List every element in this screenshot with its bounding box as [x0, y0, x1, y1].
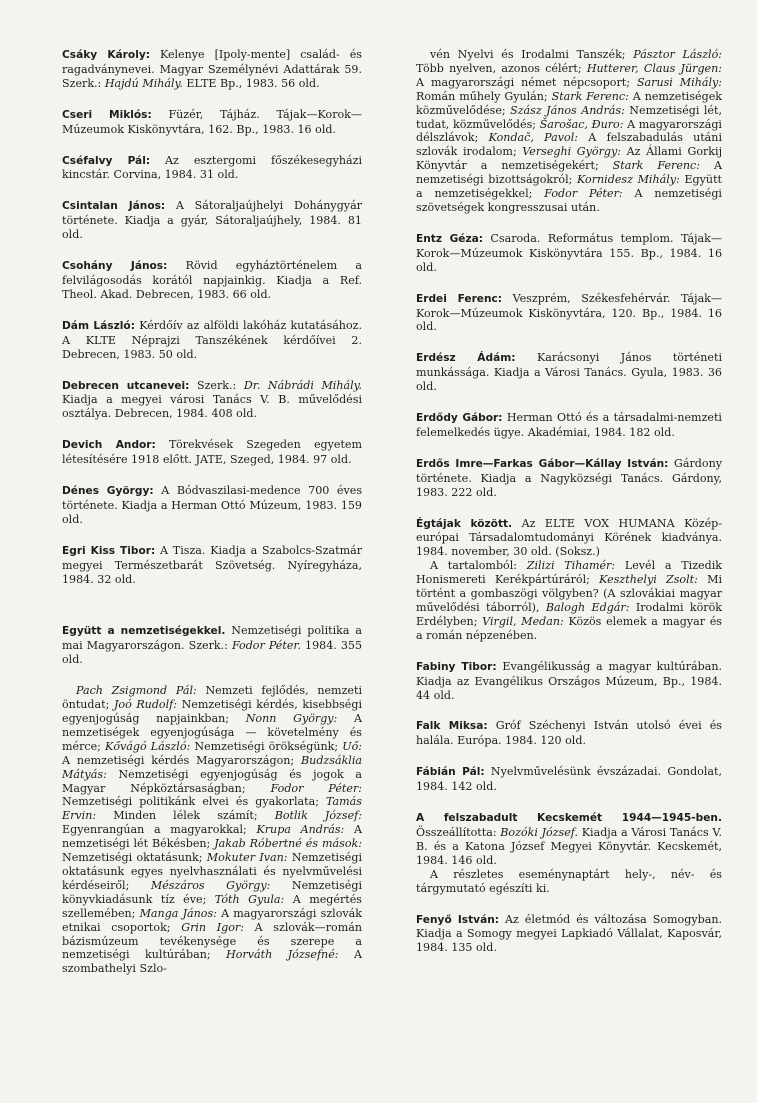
bibliography-entry [62, 544, 362, 587]
contribution-title: Nemzetiségi örökségünk; [190, 739, 343, 753]
contribution-title: A részletes eseménynaptárt hely-, név- és tárgymutató egészíti ki. [416, 867, 722, 895]
bibliography-entry [416, 913, 722, 956]
entry-contents [416, 48, 722, 215]
entry-author: Dám László: [62, 319, 135, 332]
entry-text: Karácsonyi János történeti munkássága. Kiadja a Városi Tanács. Gyula, 1983. 36 old. [416, 351, 722, 394]
entry-author: Debrecen utcanevei: [62, 379, 190, 392]
entry-author: Erdei Ferenc: [416, 292, 503, 305]
bibliography-entry [62, 624, 362, 667]
contribution-title: A nemzetiségek egyenjogúsága — követelmény és mérce; [62, 712, 362, 753]
contributor-name: Botlik József: [274, 809, 362, 823]
contribution-title: Nemzeti fejlődés, nemzeti öntudat; [62, 684, 362, 712]
contributor-name: Pach Zsigmond Pál: [76, 684, 197, 698]
contributor-name: Stark Ferenc: [612, 159, 700, 173]
contributor-name: Kornidesz Mihály: [577, 173, 680, 187]
entry-author: Fabiny Tibor: [416, 660, 497, 673]
contribution-title: Az Állami Gorkij Könyvtár a nemzetiségekért; [416, 145, 723, 173]
contributor-name: Krupa András: [256, 823, 345, 837]
bibliography-entry [62, 154, 362, 183]
contributor-name: Fodor Péter: [270, 781, 363, 795]
entry-author: Cseri Miklós: [62, 108, 152, 121]
entry-main [62, 108, 362, 137]
bibliography-entry [62, 259, 362, 302]
contributor-name: Tóth Gyula: [214, 892, 285, 906]
bibliography-entry [62, 484, 362, 527]
entry-text: Törekvések Szegeden egyetem létesítésére 1918 előtt. JATE, Szeged, 1984. 97 old. [62, 438, 362, 467]
contributor-name: Šarošac, Đuro: [539, 117, 624, 131]
entry-main [416, 811, 722, 868]
entry-author: Fábián Pál: [416, 766, 485, 779]
contributor-name: Sarusi Mihály: [636, 75, 723, 89]
contribution-title: A magyarországi német népcsoport; [416, 75, 637, 89]
entry-main [62, 544, 362, 587]
contribution-title: A szlovák—román bázismúzeum tevékenysége és szerepe a nemzetiségi kultúrában; [62, 920, 362, 962]
contributor-name: Szász János András: [510, 103, 625, 117]
contribution-title: A tartalomból: [430, 559, 527, 573]
entry-text: Nemzetiségi politika a mai Magyarországon. Szerk.: [62, 624, 363, 653]
entry-author: Csáky Károly: [62, 49, 150, 61]
entry-text: ELTE Bp., 1983. 56 old. [182, 76, 320, 90]
entry-author: Devich Andor: [62, 439, 156, 452]
entry-main [416, 765, 722, 794]
entry-author: Dénes György: [62, 485, 154, 498]
entry-main [416, 517, 722, 560]
entry-main [62, 319, 362, 362]
contribution-title: Mi történt a gombaszögi völgyben? (A szlovákiai magyar művelődési táborról), [416, 573, 722, 614]
entry-author: Csintalan János: [62, 200, 166, 213]
contributor-name: Balogh Edgár: [545, 601, 630, 614]
entry-text: Az életmód és változása Somogyban. Kiadja a Somogy megyei Lapkiadó Vállalat, Kaposvár, 1984. 135 old. [416, 912, 722, 955]
bibliography-entry [416, 48, 722, 215]
entry-editor: Bozóki József. [500, 825, 579, 839]
contribution-title: A felszabadulás utáni szlovák irodalom; [416, 131, 722, 159]
contributor-name: Joó Rudolf: [113, 698, 177, 712]
contribution-title: A nemzetiségi lét Békésben; [62, 823, 362, 851]
entry-author: Fenyő István: [416, 913, 499, 926]
contributor-name: Horváth Józsefné: [226, 948, 339, 962]
contributor-name: Budzsáklia Mátyás: [62, 753, 362, 781]
bibliography-entry [62, 438, 362, 467]
contribution-title: Nemzetiségi egyenjogúság és jogok a Magyar Népköztársaságban; [62, 767, 362, 795]
bibliography-entry [416, 457, 722, 500]
entry-contents [416, 559, 722, 642]
contribution-title: A nemzetiségi kérdés Magyarországon; [62, 753, 302, 767]
contribution-title: A nemzetiségi szövetségek kongresszusai után. [416, 187, 722, 214]
contribution-title: Nemzetiségi politikánk elvei és gyakorlata; [62, 795, 327, 809]
entry-author: Együtt a nemzetiségekkel. [62, 625, 226, 638]
entry-main [416, 411, 722, 440]
bibliography-entry [62, 108, 362, 137]
contribution-title: A nemzetiségi bizottságokról; [416, 159, 722, 187]
contributor-name: Hutterer, Claus Jürgen: [586, 61, 722, 75]
entry-contents [416, 868, 722, 896]
entry-author: Cséfalvy Pál: [62, 154, 151, 167]
entry-text: Herman Ottó és a társadalmi-nemzeti felemelkedés ügye. Akadémiai, 1984. 182 old. [416, 411, 722, 439]
contribution-title: A szombathelyi Szlo- [62, 948, 363, 976]
entry-main [62, 48, 362, 91]
contributor-name: Pásztor László: [633, 48, 723, 61]
entry-text: Csaroda. Református templom. Tájak—Korok—Múzeumok Kiskönyvtára 155. Bp., 1984. 16 old. [416, 231, 722, 274]
contributor-name: Kondač, Pavol: [488, 131, 578, 145]
bibliography-entry [416, 411, 722, 440]
contributor-name: Stark Ferenc: [551, 89, 629, 103]
bibliography-entry [416, 517, 722, 643]
entry-main [416, 913, 722, 956]
entry-author: Egri Kiss Tibor: [62, 544, 156, 557]
entry-text: A Sátoraljaújhelyi Dohánygyár története. Kiadja a gyár, Sátoraljaújhely, 1984. 81 old. [62, 199, 362, 242]
entry-main [416, 292, 722, 335]
entry-author: Erdész Ádám: [416, 352, 516, 365]
contributor-name: Nonn György: [245, 712, 338, 725]
contribution-title: Nemzetiségi oktatásunk; [62, 851, 207, 865]
entry-text: Szerk.: [189, 378, 244, 392]
contribution-title: Nemzetiségi könyvkiadásunk tíz éve; [62, 878, 362, 906]
entry-text: Kelenye [Ipoly-mente] család- és ragadványnevei. Magyar Személynévi Adattárak 59. Szerk.: [62, 48, 362, 90]
contribution-title: Levél a Tizedik Honismereti Kerékpártúráról; [416, 559, 722, 587]
entry-text: Nyelvművelésünk évszázadai. Gondolat, 1984. 142 old. [416, 765, 722, 794]
entry-main [62, 199, 362, 242]
contribution-title: Nemzetiségi kérdés, kisebbségi egyenjogúság napjainkban; [62, 698, 362, 725]
entry-text: Az esztergomi főszékesegyházi kincstár. Corvina, 1984. 31 old. [62, 153, 362, 182]
contribution-title: vén Nyelvi és Irodalmi Tanszék; [430, 48, 634, 61]
entry-main [62, 624, 362, 667]
entry-author: A felszabadult Kecskemét 1944—1945-ben. [416, 812, 722, 825]
entry-main [62, 484, 362, 527]
contributor-name: Tamás Ervin: [62, 795, 362, 823]
entry-text: Gróf Széchenyi István utolsó évei és halála. Európa. 1984. 120 old. [416, 719, 722, 748]
entry-author: Csohány János: [62, 260, 168, 273]
entry-text: A Bódvaszilasi-medence 700 éves története. Kiadja a Herman Ottó Múzeum, 1983. 159 old. [62, 484, 363, 526]
entry-text: Füzér, Tájház. Tájak—Korok—Múzeumok Kiskönyvtára, 162. Bp., 1983. 16 old. [62, 107, 362, 136]
contribution-title: Minden lélek számít; [96, 809, 275, 823]
entry-text: 1984. 355 old. [62, 639, 363, 667]
contribution-title: Nemzetiségi lét, tudat, közművelődés; [416, 103, 722, 131]
entry-main [416, 660, 722, 703]
contribution-title: Egyenrangúan a magyarokkal; [62, 823, 257, 837]
contributor-name: Mokuter Ivan: [206, 851, 288, 865]
entry-main [416, 719, 722, 748]
contributor-name: Keszthelyi Zsolt: [599, 573, 698, 587]
entry-text: Evangélikusság a magyar kultúrában. Kiadja az Evangélikus Országos Múzeum, Bp., 1984. 44 old. [416, 659, 722, 702]
contributor-name: Fodor Péter: [544, 187, 623, 201]
left-column [62, 48, 362, 993]
contribution-title: Több nyelven, azonos célért; [416, 61, 587, 75]
entry-text: Az ELTE VOX HUMANA Közép-európai Társadalomtudományi Körének kiadványa. 1984. november, 30 old. (Soksz.) [416, 516, 723, 559]
contribution-title: A magyarországi délszlávok; [416, 117, 722, 145]
contributor-name: Uő: [342, 739, 362, 753]
contributor-name: Virgil, Medan: [482, 614, 564, 628]
contribution-title: Irodalmi körök Erdélyben; [416, 601, 722, 628]
contributor-name: Verseghi György: [522, 145, 622, 159]
contributor-name: Grin Igor: [181, 920, 244, 934]
contributor-name: Kővágó László: [105, 739, 191, 753]
entry-text: Rövid egyháztörténelem a felvilágosodás korától napjainkig. Kiadja a Ref. Theol. Akad. Debrecen, 1983. 66 old. [62, 259, 362, 301]
entry-main [62, 154, 362, 183]
bibliography-entry [416, 292, 722, 335]
contributor-name: Manga János: [139, 906, 217, 920]
entry-editor: Fodor Péter. [231, 639, 301, 653]
contribution-title: Nemzetiségi oktatásunk egyes nyelvhasználati és nyelvművelési kérdéseiről; [62, 851, 362, 892]
bibliography-entry [416, 232, 722, 275]
entry-text: Kiadja a Városi Tanács V. B. és a Katona József Megyei Könyvtár. Kecskemét, 1984. 146 old. [416, 825, 722, 867]
contributor-name: Mészáros György: [150, 878, 271, 892]
entry-author: Entz Géza: [416, 232, 483, 245]
entry-text: Kérdőív az alföldi lakóház kutatásához. A KLTE Néprajzi Tanszékének kérdőívei 2. Debrecen, 1983. 50 old. [62, 318, 363, 361]
entry-author: Égtájak között. [416, 517, 513, 530]
entry-main [416, 351, 722, 394]
contributor-name: Jakab Róbertné és mások: [214, 837, 362, 851]
entry-editor: Dr. Nábrádi Mihály. [243, 378, 362, 392]
bibliography-entry [416, 719, 722, 748]
entry-text: Összeállította: [416, 825, 501, 839]
entry-main [62, 379, 362, 422]
entry-editor: Hajdú Mihály. [104, 76, 183, 90]
bibliography-entry [416, 351, 722, 394]
bibliography-entry [62, 319, 362, 362]
bibliography-entry [416, 660, 722, 703]
entry-text: Gárdony története. Kiadja a Nagyközségi Tanács. Gárdony, 1983. 222 old. [416, 456, 722, 499]
entry-contents [62, 684, 362, 976]
entry-text: A Tisza. Kiadja a Szabolcs-Szatmár megyei Természetbarát Szövetség. Nyíregyháza, 1984. 32 old. [62, 543, 363, 586]
contribution-title: A nemzetiségek közművelődése; [416, 89, 722, 117]
entry-main [62, 259, 362, 302]
contribution-title: Együtt a nemzetiségekkel; [416, 173, 722, 201]
right-column [416, 48, 722, 972]
entry-text: Kiadja a megyei városi Tanács V. B. művelődési osztálya. Debrecen, 1984. 408 old. [62, 393, 362, 421]
bibliography-entry [62, 48, 362, 91]
entry-author: Erdős Imre—Farkas Gábor—Kállay István: [416, 457, 669, 470]
contributor-name: Zilizi Tihamér: [526, 559, 616, 573]
bibliography-entry [416, 765, 722, 794]
entry-author: Erdődy Gábor: [416, 412, 503, 425]
contribution-title: Közös elemek a magyar és a román népzenében. [416, 614, 722, 642]
bibliography-entry [62, 199, 362, 242]
entry-text: Veszprém, Székesfehérvár. Tájak—Korok—Múzeumok Kiskönyvtára, 120. Bp., 1984. 16 old. [416, 291, 722, 334]
contribution-title: Román műhely Gyulán; [416, 89, 552, 103]
bibliography-entry [416, 811, 722, 895]
entry-author: Falk Miksa: [416, 720, 488, 733]
bibliography-entry [62, 684, 362, 976]
entry-main [416, 457, 722, 500]
contribution-title: A megértés szellemében; [62, 892, 362, 920]
entry-main [416, 232, 722, 275]
contribution-title: A magyarországi szlovák etnikai csoportok; [62, 906, 362, 934]
entry-main [62, 438, 362, 467]
bibliography-entry [62, 379, 362, 422]
